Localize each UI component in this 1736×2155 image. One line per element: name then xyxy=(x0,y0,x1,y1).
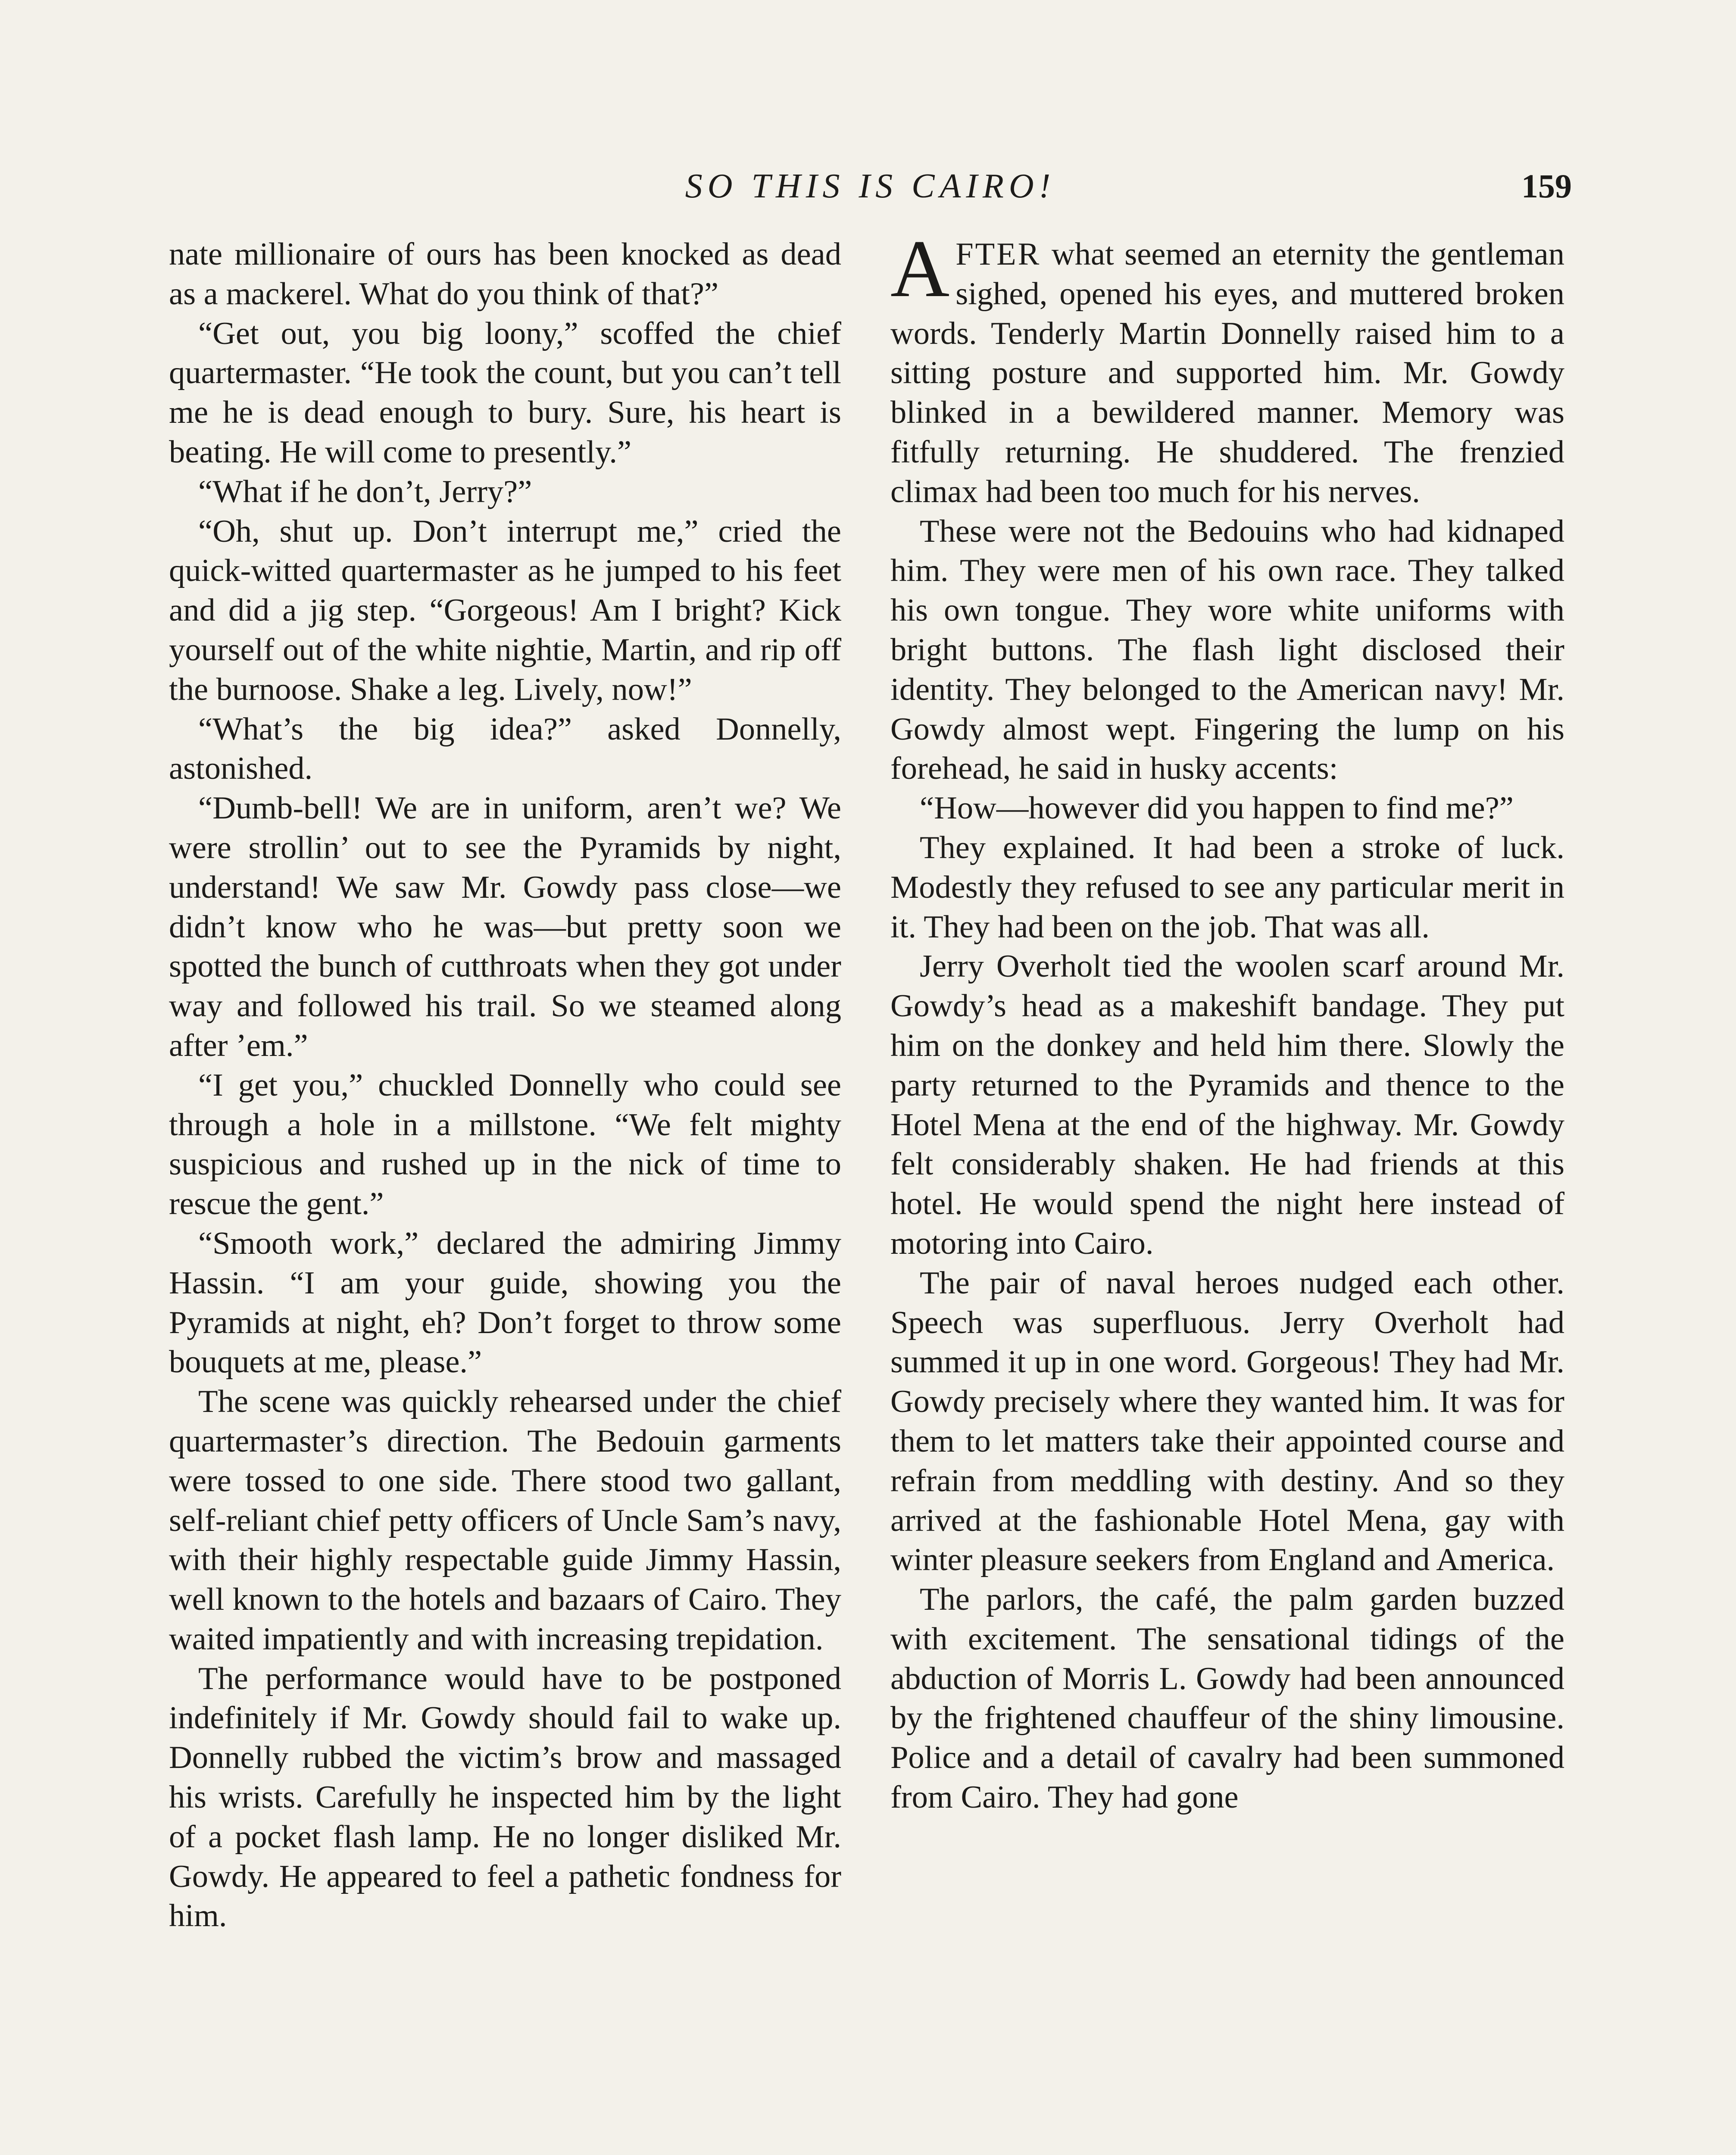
paragraph: Jerry Overholt tied the woolen scarf around Mr. Gowdy’s head as a makeshift bandage. They put him on the donkey and held him there. Slowly the party returned to the Pyramids and thence to the Hotel Mena at the end of the highway. Mr. Gowdy felt considerably shaken. He had friends at this hotel. He would spend the night here instead of motoring into Cairo. xyxy=(890,949,1564,1261)
opening-paragraph-text: what seemed an eternity the gentleman sighed, opened his eyes, and muttered broken words. Tenderly Martin Donnelly raised him to a sitting posture and supported him. Mr. Gowdy blinked in a bewildered manner. Memory was fitfully returning. He shuddered. The frenzied climax had been too much for his nerves. xyxy=(890,237,1564,509)
paragraph: “I get you,” chuckled Donnelly who could see through a hole in a millstone. “We felt mighty suspicious and rushed up in the nick of time to rescue the gent.” xyxy=(169,1067,841,1222)
paragraph: The pair of naval heroes nudged each other. Speech was superfluous. Jerry Overholt had summed it up in one word. Gorgeous! They had Mr. Gowdy precisely where they wanted him. It was for them to let matters take their appointed course and refrain from meddling with destiny. And so they arrived at the fashionable Hotel Mena, gay with winter pleasure seekers from England and America. xyxy=(890,1265,1564,1578)
paragraph: These were not the Bedouins who had kidnaped him. They were men of his own race. They talked his own tongue. They wore white uniforms with bright buttons. The flash light disclosed their identity. They belonged to the American navy! Mr. Gowdy almost wept. Fingering the lump on his forehead, he said in husky accents: xyxy=(890,513,1564,787)
paragraph: “Smooth work,” declared the admiring Jimmy Hassin. “I am your guide, showing you the Pyramids at night, eh? Don’t forget to throw some bouquets at me, please.” xyxy=(169,1225,841,1380)
paragraph: “How—however did you happen to find me?” xyxy=(920,790,1514,826)
paragraph: They explained. It had been a stroke of luck. Modestly they refused to see any particular merit in it. They had been on the job. That was all. xyxy=(890,830,1564,945)
left-text-column xyxy=(169,235,841,1936)
drop-cap: A xyxy=(890,224,950,314)
paragraph: The parlors, the café, the palm garden buzzed with excitement. The sensational tidings of the abduction of Morris L. Gowdy had been announced by the frightened chauffeur of the shiny limousine. Police and a detail of cavalry had been summoned from Cairo. They had gone xyxy=(890,1582,1564,1815)
running-header xyxy=(169,160,1572,212)
paragraph: “What’s the big idea?” asked Donnelly, astonished. xyxy=(169,711,841,787)
paragraph: nate millionaire of ours has been knocked as dead as a mackerel. What do you think of that?” xyxy=(169,237,841,312)
paragraph: “Get out, you big loony,” scoffed the chief quartermaster. “He took the count, but you can’t tell me he is dead enough to bury. Sure, his heart is beating. He will come to presently.” xyxy=(169,315,841,470)
paragraph: “Oh, shut up. Don’t interrupt me,” cried the quick-witted quartermaster as he jumped to his feet and did a jig step. “Gorgeous! Am I bright? Kick yourself out of the white nightie, Martin, and rip off the burnoose. Shake a leg. Lively, now!” xyxy=(169,513,841,707)
paragraph: “Dumb-bell! We are in uniform, aren’t we? We were strollin’ out to see the Pyramids by night, understand! We saw Mr. Gowdy pass close—we didn’t know who he was—but pretty soon we spotted the bunch of cutthroats when they got under way and followed his trail. So we steamed along after ’em.” xyxy=(169,790,841,1063)
paragraph: The performance would have to be postponed indefinitely if Mr. Gowdy should fail to wake up. Donnelly rubbed the victim’s brow and massaged his wrists. Carefully he inspected him by the light of a pocket flash lamp. He no longer disliked Mr. Gowdy. He appeared to feel a pathetic fondness for him. xyxy=(169,1661,841,1934)
opening-paragraph xyxy=(890,224,1564,512)
running-title: SO THIS IS CAIRO! xyxy=(685,167,1056,205)
paragraph: “What if he don’t, Jerry?” xyxy=(198,474,532,509)
opening-word: FTER xyxy=(955,237,1041,272)
paragraph: The scene was quickly rehearsed under the chief quartermaster’s direction. The Bedouin garments were tossed to one side. There stood two gallant, self-reliant chief petty officers of Uncle Sam’s navy, with their highly respectable guide Jimmy Hassin, well known to the hotels and bazaars of Cairo. They waited impatiently and with increasing trepidation. xyxy=(169,1384,841,1657)
page-number: 159 xyxy=(1521,167,1572,205)
right-text-column xyxy=(890,224,1564,1818)
